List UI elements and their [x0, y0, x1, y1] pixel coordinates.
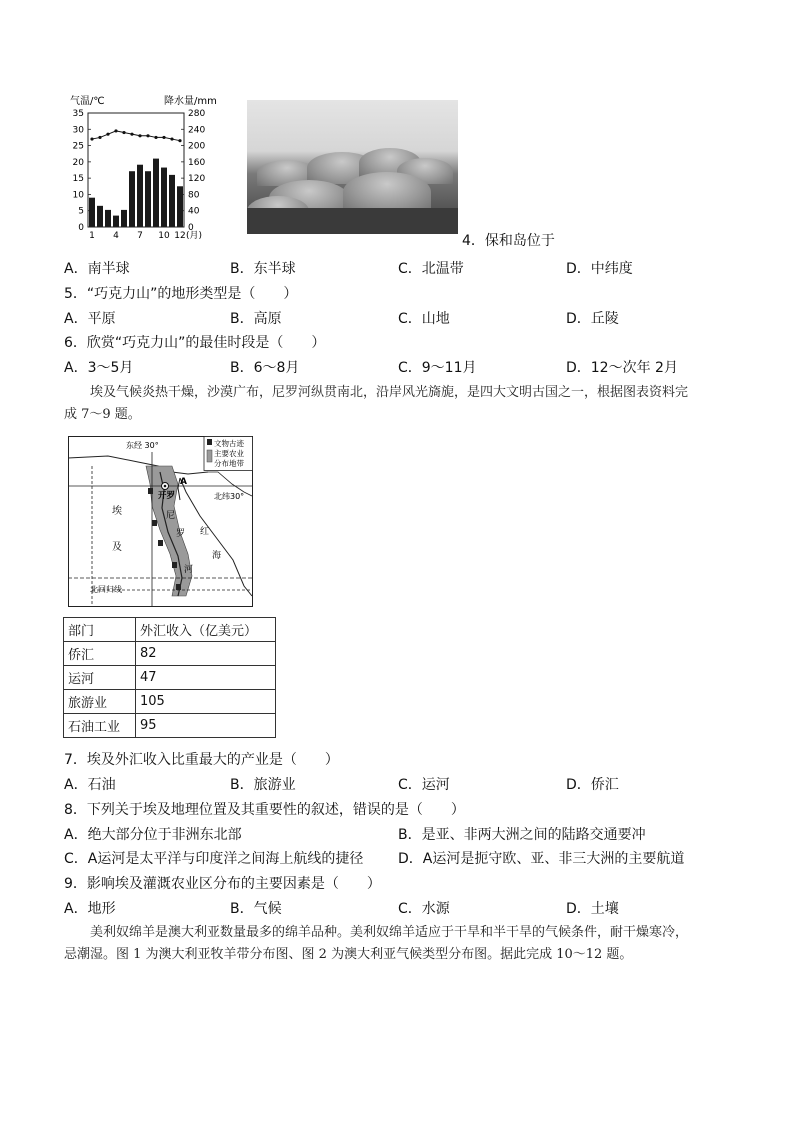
relic-marker — [152, 520, 157, 526]
temp-point — [146, 134, 149, 137]
relic-marker — [176, 584, 181, 590]
table-header-row — [64, 618, 276, 642]
table-row — [64, 666, 276, 690]
climate-chart-svg — [64, 92, 234, 242]
q8-text: 8．下列关于埃及地理位置及其重要性的叙述，错误的是（ ） — [64, 802, 465, 818]
temp-point — [154, 136, 157, 139]
precip-tick-label: 280 — [188, 109, 206, 119]
legend-agri-label-1: 主要农业 — [214, 449, 244, 458]
temp-tick-label: 25 — [72, 141, 84, 152]
table-cell: 石油工业 — [64, 714, 136, 738]
precip-bar — [121, 210, 127, 227]
q8-option-a[interactable]: A．绝大部分位于非洲东北部 — [64, 827, 242, 843]
temp-tick-label: 30 — [72, 125, 84, 136]
river-label-1: 尼 — [166, 511, 176, 521]
q7-text: 7．埃及外汇收入比重最大的产业是（ ） — [64, 752, 339, 768]
australia-intro-line2: 忌潮湿。图 1 为澳大利亚牧羊带分布图、图 2 为澳大利亚气候类型分布图。据此完成 10～12 题。 — [64, 947, 633, 962]
climate-chart — [64, 92, 234, 242]
egypt-map — [68, 436, 253, 607]
q6-option-b[interactable]: B．6～8月 — [230, 360, 300, 376]
q9-option-a[interactable]: A．地形 — [64, 901, 116, 917]
table-cell: 旅游业 — [64, 690, 136, 714]
river-label-2: 罗 — [176, 529, 186, 539]
table-header: 外汇收入（亿美元） — [136, 618, 276, 642]
q4-option-d[interactable]: D．中纬度 — [566, 261, 633, 277]
table-row — [64, 642, 276, 666]
table-row — [64, 690, 276, 714]
q9-option-c[interactable]: C．水源 — [398, 901, 450, 917]
q6-text: 6．欣赏“巧克力山”的最佳时段是（ ） — [64, 335, 326, 351]
legend-relic-icon — [207, 439, 212, 445]
q4-option-a[interactable]: A．南半球 — [64, 261, 130, 277]
precip-tick-label: 160 — [188, 157, 206, 168]
egypt-intro — [64, 382, 754, 426]
temp-point — [122, 131, 125, 134]
legend-agri-icon — [207, 450, 212, 462]
precip-tick-label: 240 — [188, 125, 206, 136]
precip-bar — [97, 206, 103, 227]
q5-option-b[interactable]: B．高原 — [230, 311, 282, 327]
precip-bar — [129, 171, 135, 227]
precip-axis-label: 降水量/mm — [164, 96, 217, 107]
q7-option-b[interactable]: B．旅游业 — [230, 777, 296, 793]
temp-tick-label: 20 — [72, 157, 84, 168]
temp-point — [178, 139, 181, 142]
temp-line — [92, 131, 180, 141]
q9-option-b[interactable]: B．气候 — [230, 901, 282, 917]
relic-marker — [158, 540, 163, 546]
temp-point — [106, 133, 109, 136]
temp-tick-label: 0 — [78, 223, 84, 233]
temp-point — [90, 137, 93, 140]
lon-label: 东经 30° — [126, 441, 159, 450]
precip-bar — [177, 186, 183, 227]
chocolate-hills-photo — [247, 100, 458, 234]
temp-point — [170, 137, 173, 140]
temp-point — [114, 129, 117, 132]
precip-bar — [89, 198, 95, 227]
legend-relic-label: 文物古迹 — [214, 439, 244, 448]
point-a-label: A — [180, 477, 187, 487]
river-label-3: 河 — [184, 565, 194, 575]
q5-option-c[interactable]: C．山地 — [398, 311, 450, 327]
month-tick-label: 1 — [89, 231, 95, 241]
table-header: 部门 — [64, 618, 136, 642]
legend-agri-label-2: 分布地带 — [214, 459, 244, 468]
sea-label-1: 红 — [200, 527, 210, 537]
temp-point — [130, 133, 133, 136]
q5-text: 5．“巧克力山”的地形类型是（ ） — [64, 286, 298, 302]
q8-option-c[interactable]: C．A运河是太平洋与印度洋之间海上航线的捷径 — [64, 851, 364, 867]
temp-tick-label: 10 — [72, 190, 84, 201]
precip-tick-label: 40 — [188, 206, 200, 217]
q9-option-d[interactable]: D．土壤 — [566, 901, 619, 917]
precip-tick-label: 0 — [188, 223, 194, 233]
country-label-2: 及 — [112, 542, 122, 553]
q7-option-c[interactable]: C．运河 — [398, 777, 450, 793]
q4-option-c[interactable]: C．北温带 — [398, 261, 464, 277]
tropic-label: 北回归线 — [90, 585, 122, 594]
temp-point — [162, 136, 165, 139]
precip-bar — [169, 175, 175, 227]
precip-tick-label: 200 — [188, 141, 206, 152]
lat-label: 北纬30° — [214, 492, 245, 501]
q4-text: 4．保和岛位于 — [462, 233, 555, 249]
precip-bar — [105, 210, 111, 227]
cairo-dot — [164, 485, 167, 488]
sea-label-2: 海 — [212, 551, 222, 561]
temp-point — [138, 134, 141, 137]
q6-option-a[interactable]: A．3～5月 — [64, 360, 134, 376]
table-cell: 95 — [136, 714, 276, 738]
q6-option-c[interactable]: C．9～11月 — [398, 360, 477, 376]
precip-bar — [145, 171, 151, 227]
month-tick-label: 7 — [137, 231, 143, 241]
country-label-1: 埃 — [112, 506, 122, 517]
temp-axis-label: 气温/℃ — [70, 96, 105, 107]
precip-bar — [113, 216, 119, 227]
temp-tick-label: 35 — [72, 109, 84, 119]
egypt-map-svg — [68, 436, 253, 607]
table-row — [64, 714, 276, 738]
q9-text: 9．影响埃及灌溉农业区分布的主要因素是（ ） — [64, 876, 381, 892]
q8-option-b[interactable]: B．是亚、非两大洲之间的陆路交通要冲 — [398, 827, 646, 843]
q7-option-d[interactable]: D．侨汇 — [566, 777, 619, 793]
table-cell: 47 — [136, 666, 276, 690]
q5-option-a[interactable]: A．平原 — [64, 311, 116, 327]
temp-tick-label: 5 — [78, 206, 84, 217]
month-unit-label: (月) — [186, 231, 203, 241]
egypt-intro-line1: 埃及气候炎热干燥，沙漠广布，尼罗河纵贯南北，沿岸风光旖旎，是四大文明古国之一，根据图表资料完 — [90, 385, 689, 400]
q5-option-d[interactable]: D．丘陵 — [566, 311, 619, 327]
temp-tick-label: 15 — [72, 174, 84, 185]
month-tick-label: 4 — [113, 231, 119, 241]
cairo-label: 开罗 — [158, 491, 176, 501]
relic-marker — [172, 562, 177, 568]
table-cell: 82 — [136, 642, 276, 666]
month-tick-label: 10 — [158, 231, 170, 241]
precip-tick-label: 120 — [188, 174, 206, 185]
month-tick-label: 12 — [174, 231, 186, 241]
precip-bar — [161, 168, 167, 227]
forex-table — [63, 617, 276, 738]
precip-tick-label: 80 — [188, 190, 200, 201]
q7-option-a[interactable]: A．石油 — [64, 777, 116, 793]
q6-option-d[interactable]: D．12～次年 2月 — [566, 360, 678, 376]
precip-bar — [137, 165, 143, 227]
q8-option-d[interactable]: D．A运河是扼守欧、亚、非三大洲的主要航道 — [398, 851, 685, 867]
table-cell: 侨汇 — [64, 642, 136, 666]
temp-point — [98, 136, 101, 139]
q4-option-b[interactable]: B．东半球 — [230, 261, 296, 277]
australia-intro-line1: 美利奴绵羊是澳大利亚数量最多的绵羊品种。美利奴绵羊适应于干旱和半干旱的气候条件，耐干燥寒冷， — [90, 925, 689, 940]
egypt-intro-line2: 成 7～9 题。 — [64, 407, 141, 422]
precip-bar — [153, 159, 159, 227]
table-cell: 105 — [136, 690, 276, 714]
australia-intro — [64, 922, 754, 966]
table-cell: 运河 — [64, 666, 136, 690]
relic-marker — [148, 488, 153, 494]
